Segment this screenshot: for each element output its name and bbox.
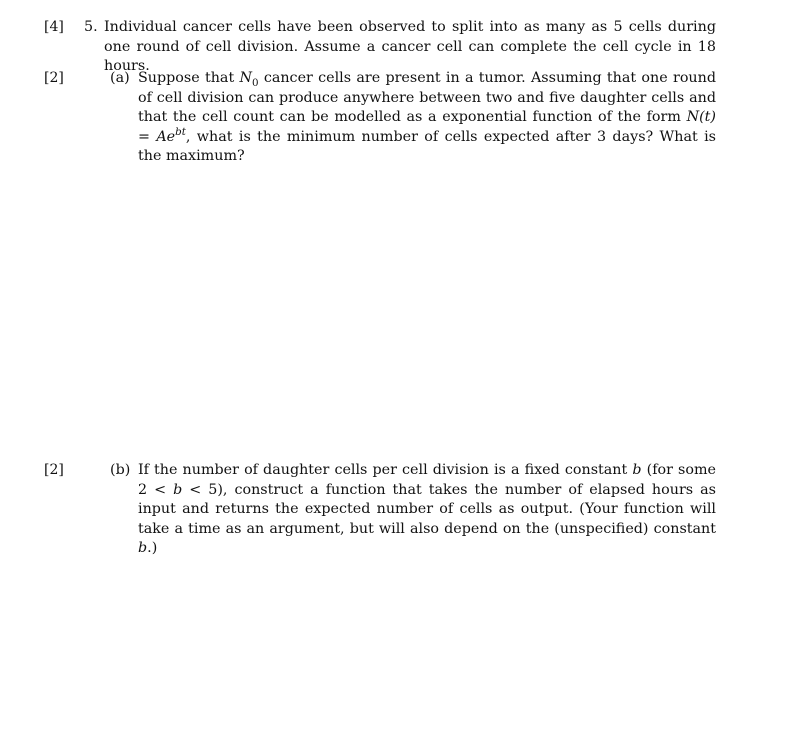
part-a-math-n-sub: 0 [252,76,259,89]
part-b-math-b3: b [138,540,148,557]
part-b-label: (b) [110,462,131,478]
question-text: Individual cancer cells have been observed to split into as many as 5 cells during one round of cell division. Assume a cancer cell can complete the cell cycle in 18 hours. [104,19,716,75]
part-b-text [138,461,716,559]
part-b-text-2: (for some 2 < [138,462,716,498]
part-a-text [138,69,716,167]
part-a-text-2: cancer cells are present in a tumor. Assuming that one round of cell division can produce anywhere between two and five daughter cells and that the cell count can be modelled as a exponential function of the form [138,70,716,126]
part-b-marks: [2] [44,462,64,478]
question-number: 5. [84,19,98,35]
part-b-math-b1: b [632,462,642,478]
part-a-formula-a: Ae [156,128,176,145]
part-a-formula-sup: bt [175,126,186,139]
part-b-math-b2: b [173,481,183,498]
part-a-formula-eq: = [138,128,157,145]
part-a-formula-lhs: N(t) [686,109,716,126]
part-b-text-3: < 5), construct a function that takes the number of elapsed hours as input and returns the expected number of cells as output. (Your function will take a time as an argument, but will also depend on the (unspecified) constant [138,481,716,537]
part-a-text-3: , what is the minimum number of cells expected after 3 days? What is the maximum? [138,128,717,165]
part-a-math-n: N [239,70,252,86]
part-a-marks: [2] [44,70,64,86]
part-a-label: (a) [110,70,130,86]
part-b-text-1: If the number of daughter cells per cell division is a fixed constant [138,462,633,478]
question-marks: [4] [44,19,64,35]
part-a-text-1: Suppose that [138,70,240,86]
part-b-text-4: .) [147,540,158,557]
